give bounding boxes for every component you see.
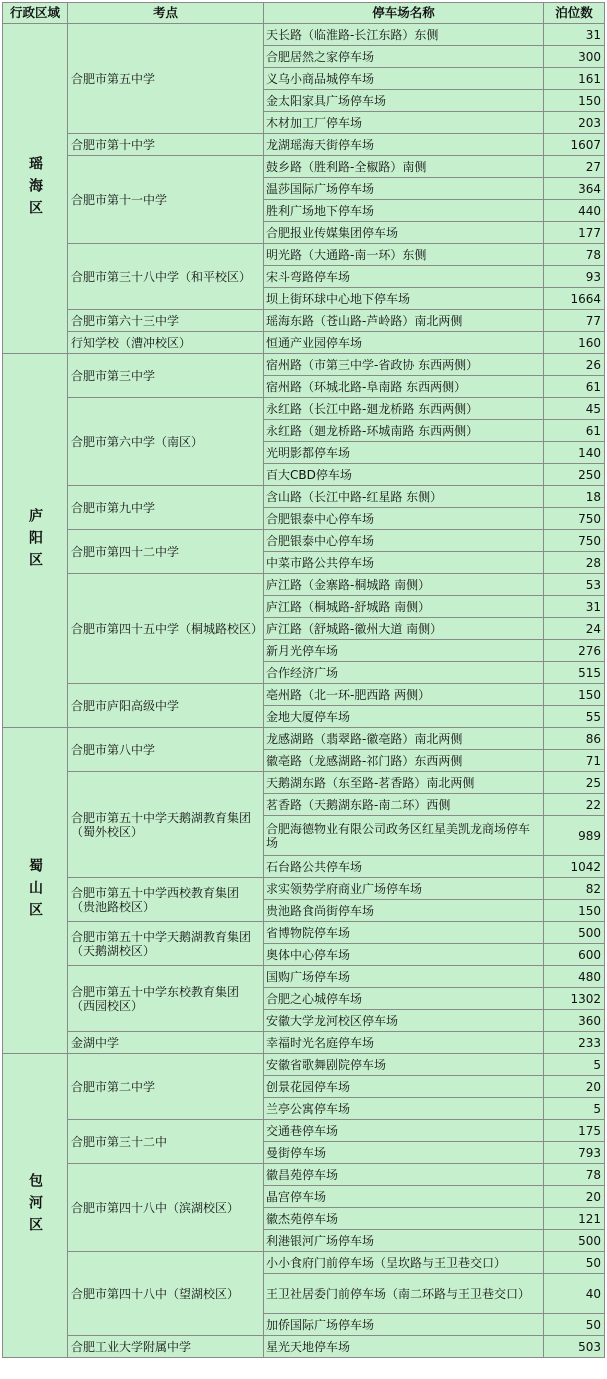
exam-site-name: 合肥市第十中学 [68, 134, 264, 156]
parking-lot-name: 庐江路（金寨路-桐城路 南侧） [264, 574, 544, 596]
parking-spaces-count: 1302 [544, 988, 605, 1010]
parking-spaces-count: 500 [544, 922, 605, 944]
exam-site-name: 合肥市第四十五中学（桐城路校区） [68, 574, 264, 684]
district-name [2, 24, 68, 354]
parking-spaces-count: 86 [544, 728, 605, 750]
district-name [2, 354, 68, 728]
parking-spaces-count: 61 [544, 376, 605, 398]
parking-spaces-count: 1607 [544, 134, 605, 156]
header-parking-name: 停车场名称 [264, 2, 544, 24]
parking-lot-name: 恒通产业园停车场 [264, 332, 544, 354]
parking-lot-name: 合肥银泰中心停车场 [264, 508, 544, 530]
parking-spaces-count: 50 [544, 1252, 605, 1274]
parking-lot-name: 合肥报业传媒集团停车场 [264, 222, 544, 244]
exam-site-name: 合肥市第六中学（南区） [68, 398, 264, 486]
parking-spaces-count: 160 [544, 332, 605, 354]
parking-spaces-count: 233 [544, 1032, 605, 1054]
parking-lot-name: 百大CBD停车场 [264, 464, 544, 486]
parking-spaces-count: 55 [544, 706, 605, 728]
parking-spaces-count: 5 [544, 1054, 605, 1076]
parking-lot-name: 曼街停车场 [264, 1142, 544, 1164]
parking-lot-name: 茗香路（天鹅湖东路-南二环）西侧 [264, 794, 544, 816]
parking-lot-name: 安徽省歌舞剧院停车场 [264, 1054, 544, 1076]
parking-lot-name: 求实领势学府商业广场停车场 [264, 878, 544, 900]
exam-site-name: 合肥市第六十三中学 [68, 310, 264, 332]
parking-lot-name: 星光天地停车场 [264, 1336, 544, 1358]
parking-lot-name: 含山路（长江中路-红星路 东侧） [264, 486, 544, 508]
parking-spaces-count: 793 [544, 1142, 605, 1164]
parking-spaces-count: 175 [544, 1120, 605, 1142]
district-label: 包河区 [27, 1172, 43, 1239]
exam-site-name: 金湖中学 [68, 1032, 264, 1054]
parking-lot-name: 龙湖瑶海天街停车场 [264, 134, 544, 156]
parking-spaces-count: 61 [544, 420, 605, 442]
parking-lot-name: 徽杰苑停车场 [264, 1208, 544, 1230]
exam-site-name: 合肥市第三十二中 [68, 1120, 264, 1164]
parking-lot-name: 瑶海东路（苍山路-芦岭路）南北两侧 [264, 310, 544, 332]
parking-spaces-count: 40 [544, 1274, 605, 1314]
parking-lot-name: 明光路（大通路-南一环）东侧 [264, 244, 544, 266]
parking-spaces-count: 28 [544, 552, 605, 574]
parking-spaces-count: 27 [544, 156, 605, 178]
parking-lot-name: 徽昌苑停车场 [264, 1164, 544, 1186]
exam-site-name: 合肥市第五十中学东校教育集团（西园校区） [68, 966, 264, 1032]
parking-spaces-count: 78 [544, 244, 605, 266]
parking-lot-name: 义乌小商品城停车场 [264, 68, 544, 90]
exam-site-name: 合肥市第八中学 [68, 728, 264, 772]
parking-spaces-count: 1664 [544, 288, 605, 310]
parking-spaces-count: 31 [544, 596, 605, 618]
exam-site-name: 合肥市第五十中学天鹅湖教育集团（天鹅湖校区） [68, 922, 264, 966]
parking-spaces-count: 20 [544, 1186, 605, 1208]
district-label: 瑶海区 [27, 155, 43, 222]
parking-lot-name: 小小食府门前停车场（呈坎路与王卫巷交口） [264, 1252, 544, 1274]
parking-spaces-count: 515 [544, 662, 605, 684]
parking-spaces-count: 203 [544, 112, 605, 134]
parking-spaces-count: 150 [544, 90, 605, 112]
parking-lot-name: 永红路（廻龙桥路-环城南路 东西两侧） [264, 420, 544, 442]
parking-spaces-count: 50 [544, 1314, 605, 1336]
parking-lot-name: 金地大厦停车场 [264, 706, 544, 728]
parking-spaces-count: 121 [544, 1208, 605, 1230]
exam-site-name: 合肥市第九中学 [68, 486, 264, 530]
parking-spaces-count: 360 [544, 1010, 605, 1032]
parking-lot-name: 合作经济广场 [264, 662, 544, 684]
exam-site-name: 合肥市第五十中学西校教育集团（贵池路校区） [68, 878, 264, 922]
parking-spaces-count: 1042 [544, 856, 605, 878]
exam-site-name: 合肥市第五中学 [68, 24, 264, 134]
parking-lot-name: 光明影都停车场 [264, 442, 544, 464]
parking-lot-name: 木材加工厂停车场 [264, 112, 544, 134]
parking-lot-name: 幸福时光名庭停车场 [264, 1032, 544, 1054]
parking-lot-name: 庐江路（桐城路-舒城路 南侧） [264, 596, 544, 618]
parking-spaces-count: 5 [544, 1098, 605, 1120]
parking-spaces-count: 150 [544, 900, 605, 922]
parking-lot-name: 庐江路（舒城路-徽州大道 南侧） [264, 618, 544, 640]
exam-site-name: 合肥市第三中学 [68, 354, 264, 398]
parking-lot-name: 省博物院停车场 [264, 922, 544, 944]
parking-lot-name: 鼓乡路（胜利路-全椒路）南侧 [264, 156, 544, 178]
parking-lot-name: 合肥之心城停车场 [264, 988, 544, 1010]
parking-lot-name: 合肥银泰中心停车场 [264, 530, 544, 552]
parking-spaces-count: 161 [544, 68, 605, 90]
header-spaces: 泊位数 [544, 2, 605, 24]
parking-spaces-count: 440 [544, 200, 605, 222]
parking-lot-name: 交通巷停车场 [264, 1120, 544, 1142]
parking-spaces-count: 18 [544, 486, 605, 508]
exam-site-name: 合肥市庐阳高级中学 [68, 684, 264, 728]
parking-lot-name: 永红路（长江中路-廻龙桥路 东西两侧） [264, 398, 544, 420]
parking-lot-name: 龙感湖路（翡翠路-徽亳路）南北两侧 [264, 728, 544, 750]
exam-site-name: 合肥市第二中学 [68, 1054, 264, 1120]
exam-site-name: 合肥市第三十八中学（和平校区） [68, 244, 264, 310]
parking-lot-name: 金太阳家具广场停车场 [264, 90, 544, 112]
exam-site-name: 合肥市第四十八中（滨湖校区） [68, 1164, 264, 1252]
parking-lot-name: 宿州路（市第三中学-省政协 东西两侧） [264, 354, 544, 376]
parking-lot-name: 胜利广场地下停车场 [264, 200, 544, 222]
header-exam-site: 考点 [68, 2, 264, 24]
parking-table [2, 2, 605, 1377]
parking-spaces-count: 93 [544, 266, 605, 288]
parking-lot-name: 贵池路食尚街停车场 [264, 900, 544, 922]
parking-lot-name: 王卫社居委门前停车场（南二环路与王卫巷交口） [264, 1274, 544, 1314]
parking-spaces-count: 31 [544, 24, 605, 46]
parking-spaces-count: 500 [544, 1230, 605, 1252]
exam-site-name: 合肥工业大学附属中学 [68, 1336, 264, 1358]
parking-spaces-count: 24 [544, 618, 605, 640]
parking-spaces-count: 250 [544, 464, 605, 486]
parking-lot-name: 国购广场停车场 [264, 966, 544, 988]
exam-site-name: 合肥市第四十八中（望湖校区） [68, 1252, 264, 1336]
parking-spaces-count: 82 [544, 878, 605, 900]
parking-lot-name: 天长路（临淮路-长江东路）东侧 [264, 24, 544, 46]
parking-lot-name: 奥体中心停车场 [264, 944, 544, 966]
parking-spaces-count: 276 [544, 640, 605, 662]
parking-spaces-count: 26 [544, 354, 605, 376]
parking-spaces-count: 600 [544, 944, 605, 966]
parking-spaces-count: 480 [544, 966, 605, 988]
parking-lot-name: 温莎国际广场停车场 [264, 178, 544, 200]
parking-spaces-count: 53 [544, 574, 605, 596]
parking-lot-name: 宿州路（环城北路-阜南路 东西两侧） [264, 376, 544, 398]
parking-spaces-count: 150 [544, 684, 605, 706]
parking-spaces-count: 20 [544, 1076, 605, 1098]
parking-lot-name: 兰亭公寓停车场 [264, 1098, 544, 1120]
exam-site-name: 行知学校（漕冲校区） [68, 332, 264, 354]
parking-spaces-count: 45 [544, 398, 605, 420]
parking-lot-name: 晶宫停车场 [264, 1186, 544, 1208]
exam-site-name: 合肥市第五十中学天鹅湖教育集团（蜀外校区） [68, 772, 264, 878]
parking-lot-name: 石台路公共停车场 [264, 856, 544, 878]
parking-lot-name: 宋斗弯路停车场 [264, 266, 544, 288]
parking-lot-name: 中菜市路公共停车场 [264, 552, 544, 574]
parking-lot-name: 创景花园停车场 [264, 1076, 544, 1098]
exam-site-name: 合肥市第十一中学 [68, 156, 264, 244]
parking-lot-name: 合肥海德物业有限公司政务区红星美凯龙商场停车场 [264, 816, 544, 856]
parking-spaces-count: 750 [544, 508, 605, 530]
parking-spaces-count: 503 [544, 1336, 605, 1358]
parking-spaces-count: 989 [544, 816, 605, 856]
district-name [2, 728, 68, 1054]
parking-spaces-count: 364 [544, 178, 605, 200]
parking-spaces-count: 71 [544, 750, 605, 772]
parking-spaces-count: 78 [544, 1164, 605, 1186]
parking-lot-name: 徽亳路（龙感湖路-祁门路）东西两侧 [264, 750, 544, 772]
parking-lot-name: 合肥居然之家停车场 [264, 46, 544, 68]
parking-spaces-count: 177 [544, 222, 605, 244]
parking-spaces-count: 300 [544, 46, 605, 68]
parking-spaces-count: 77 [544, 310, 605, 332]
exam-site-name: 合肥市第四十二中学 [68, 530, 264, 574]
parking-lot-name: 坝上街环球中心地下停车场 [264, 288, 544, 310]
parking-lot-name: 利港银河广场停车场 [264, 1230, 544, 1252]
district-name [2, 1054, 68, 1358]
parking-lot-name: 亳州路（北一环-肥西路 两侧） [264, 684, 544, 706]
parking-lot-name: 天鹅湖东路（东至路-茗香路）南北两侧 [264, 772, 544, 794]
parking-lot-name: 加侨国际广场停车场 [264, 1314, 544, 1336]
district-label: 蜀山区 [27, 857, 43, 924]
parking-spaces-count: 22 [544, 794, 605, 816]
parking-lot-name: 安徽大学龙河校区停车场 [264, 1010, 544, 1032]
parking-spaces-count: 140 [544, 442, 605, 464]
district-label: 庐阳区 [27, 507, 43, 574]
parking-lot-name: 新月光停车场 [264, 640, 544, 662]
header-district: 行政区域 [2, 2, 68, 24]
parking-spaces-count: 25 [544, 772, 605, 794]
parking-spaces-count: 750 [544, 530, 605, 552]
